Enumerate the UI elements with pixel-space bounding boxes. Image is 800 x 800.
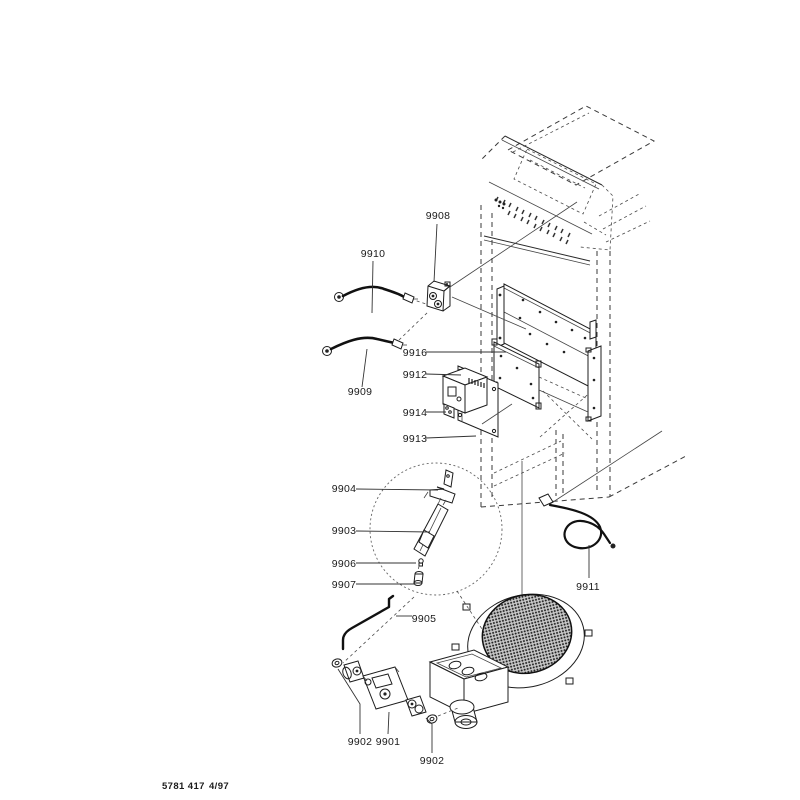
wire-9910	[335, 287, 419, 303]
callout-9908: 9908	[425, 210, 451, 222]
console-logo-marks	[495, 199, 506, 210]
doc-number: 5781 417	[162, 781, 205, 792]
callout-9904: 9904	[331, 483, 357, 495]
electrode-9903	[414, 498, 448, 556]
callout-9913: 9913	[402, 433, 428, 445]
ignition-cable-9911	[539, 431, 662, 549]
gas-pipe-9905	[343, 596, 393, 649]
callout-9912: 9912	[402, 369, 428, 381]
callout-9914: 9914	[402, 407, 428, 419]
callout-9909: 9909	[347, 386, 373, 398]
callout-9906: 9906	[331, 558, 357, 570]
wire-9909	[323, 338, 408, 356]
nozzle-9907	[414, 572, 423, 586]
burner-tray	[430, 650, 508, 729]
callout-9903: 9903	[331, 525, 357, 537]
callout-9902-left: 9902	[347, 736, 373, 748]
callout-9905: 9905	[411, 613, 437, 625]
control-console	[481, 136, 613, 265]
fitting-9902-right	[406, 696, 426, 716]
gas-valve-9901	[363, 667, 408, 709]
callout-9902-right: 9902	[419, 755, 445, 767]
callout-9901: 9901	[375, 736, 401, 748]
doc-revision: 4/97	[209, 781, 230, 792]
callout-9907: 9907	[331, 579, 357, 591]
callout-9911: 9911	[576, 581, 600, 593]
screw-9906	[418, 559, 423, 571]
footer	[162, 781, 229, 792]
callout-9916: 9916	[402, 347, 428, 359]
washer-9902-left	[331, 658, 343, 669]
washer-9902-right	[426, 714, 438, 725]
bracket-9904	[424, 470, 455, 503]
callout-9910: 9910	[360, 248, 386, 260]
